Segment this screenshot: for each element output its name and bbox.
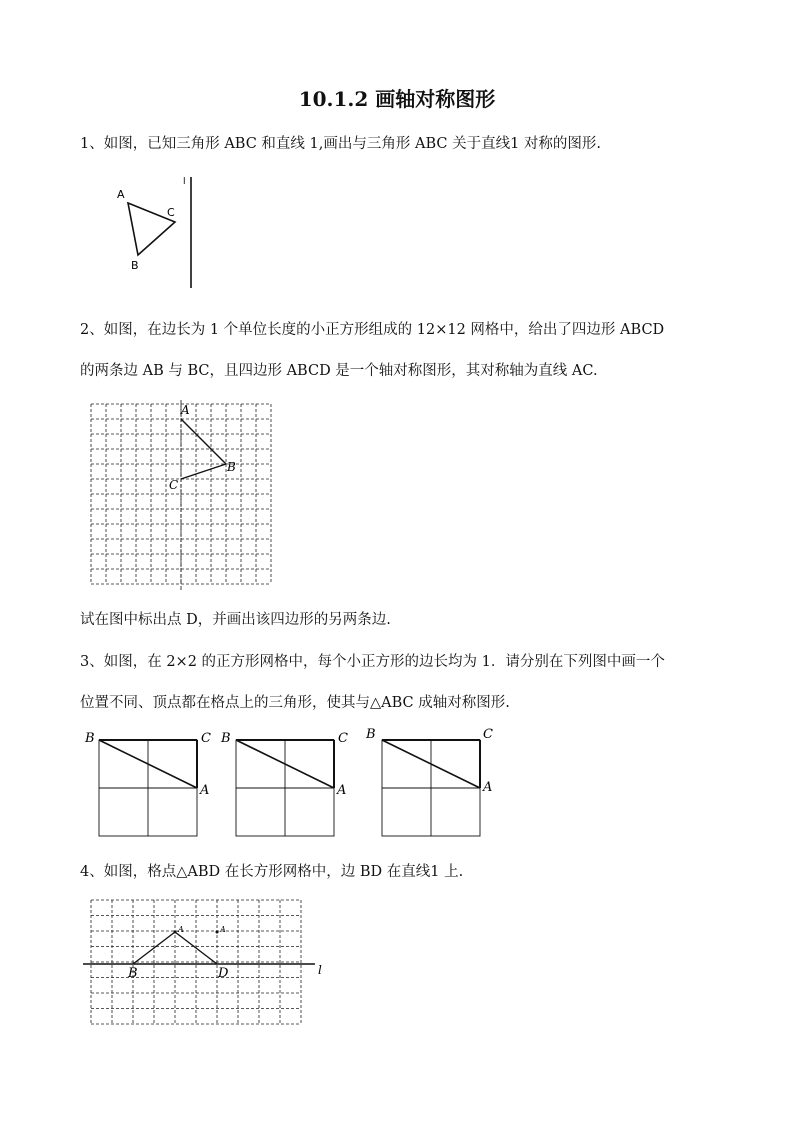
question-2-line-2: 的两条边 AB 与 BC，且四边形 ABCD 是一个轴对称图形，其对称轴为直线 AC. xyxy=(80,363,598,379)
q2-side-ab xyxy=(181,419,226,464)
q3-2-label-a: A xyxy=(337,783,347,798)
q3-1-label-c: C xyxy=(201,731,211,746)
q3-3-label-a: A xyxy=(483,780,493,795)
q4-label-b: B xyxy=(128,966,138,981)
question-4-text: 4、如图，格点△ABD 在长方形网格中，边 BD 在直线1 上. xyxy=(80,864,464,880)
q3-grid-2 xyxy=(220,731,348,836)
q3-grid-3 xyxy=(365,727,493,836)
q4-label-a: A xyxy=(178,925,184,934)
q3-1-label-a: A xyxy=(200,783,210,798)
q2-label-b: B xyxy=(227,460,236,474)
q1-label-a: A xyxy=(117,188,125,201)
q1-figure xyxy=(117,177,191,288)
q4-label-l: l xyxy=(318,963,322,977)
q2-label-a: A xyxy=(181,403,190,417)
q4-point xyxy=(216,931,219,934)
page-title: 10.1.2 画轴对称图形 xyxy=(298,87,496,111)
question-2-after: 试在图中标出点 D，并画出该四边形的另两条边. xyxy=(80,612,391,628)
q1-label-b: B xyxy=(131,259,139,272)
q2-side-bc xyxy=(181,464,226,479)
q4-grid xyxy=(91,900,301,1024)
q1-label-l: l xyxy=(183,177,186,187)
q4-figure xyxy=(83,925,322,981)
q3-2-label-b: B xyxy=(221,731,231,746)
q3-3-label-b: B xyxy=(366,727,376,742)
q3-1-label-b: B xyxy=(85,731,95,746)
q3-grid-1 xyxy=(84,731,211,836)
q2-label-c: C xyxy=(169,478,179,492)
q1-label-c: C xyxy=(167,206,175,219)
q3-3-label-c: C xyxy=(483,727,493,742)
q4-label-d: D xyxy=(218,966,229,981)
q4-label-point: A xyxy=(220,925,226,934)
question-2-line-1: 2、如图，在边长为 1 个单位长度的小正方形组成的 12×12 网格中，给出了四边形 ABCD xyxy=(80,322,665,338)
question-3-line-2: 位置不同、顶点都在格点上的三角形，使其与△ABC 成轴对称图形. xyxy=(80,695,510,711)
question-3-line-1: 3、如图，在 2×2 的正方形网格中，每个小正方形的边长均为 1．请分别在下列图中画一个 xyxy=(80,654,665,670)
q3-2-label-c: C xyxy=(338,731,348,746)
question-1-text: 1、如图，已知三角形 ABC 和直线 1,画出与三角形 ABC 关于直线1 对称的图形. xyxy=(80,136,602,152)
